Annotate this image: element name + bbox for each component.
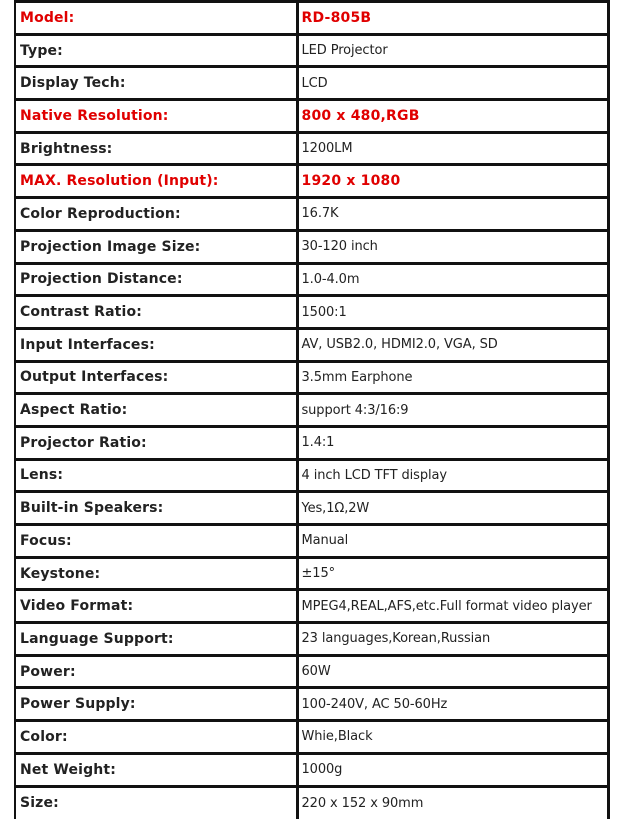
spec-label: Power: [15, 655, 297, 688]
spec-value: LED Projector [297, 34, 608, 67]
spec-row [15, 230, 608, 263]
spec-value: 1500:1 [297, 296, 608, 329]
spec-row [15, 198, 608, 231]
spec-label: Native Resolution: [15, 100, 297, 133]
spec-value: 16.7K [297, 198, 608, 231]
spec-row [15, 67, 608, 100]
spec-label: Type: [15, 34, 297, 67]
spec-row [15, 786, 608, 819]
spec-label: Projection Distance: [15, 263, 297, 296]
spec-label: Focus: [15, 525, 297, 558]
spec-value: 4 inch LCD TFT display [297, 459, 608, 492]
spec-row [15, 557, 608, 590]
spec-row [15, 34, 608, 67]
spec-label: Keystone: [15, 557, 297, 590]
spec-value: MPEG4,REAL,AFS,etc.Full format video player [297, 590, 608, 623]
spec-table-body [15, 2, 608, 819]
spec-row [15, 525, 608, 558]
spec-value: AV, USB2.0, HDMI2.0, VGA, SD [297, 328, 608, 361]
spec-value: RD-805B [297, 2, 608, 35]
spec-value: Yes,1Ω,2W [297, 492, 608, 525]
spec-table [14, 0, 610, 819]
spec-value: 1.4:1 [297, 426, 608, 459]
spec-value: 100-240V, AC 50-60Hz [297, 688, 608, 721]
spec-label: Power Supply: [15, 688, 297, 721]
spec-label: Brightness: [15, 132, 297, 165]
spec-row [15, 2, 608, 35]
spec-label: Projector Ratio: [15, 426, 297, 459]
spec-label: Model: [15, 2, 297, 35]
spec-label: Display Tech: [15, 67, 297, 100]
spec-value: support 4:3/16:9 [297, 394, 608, 427]
spec-value: 60W [297, 655, 608, 688]
spec-row [15, 165, 608, 198]
spec-label: Language Support: [15, 623, 297, 656]
spec-label: Video Format: [15, 590, 297, 623]
spec-label: Net Weight: [15, 753, 297, 786]
spec-label: Aspect Ratio: [15, 394, 297, 427]
spec-row [15, 688, 608, 721]
spec-label: MAX. Resolution (Input): [15, 165, 297, 198]
spec-label: Color Reproduction: [15, 198, 297, 231]
spec-label: Built-in Speakers: [15, 492, 297, 525]
spec-label: Output Interfaces: [15, 361, 297, 394]
spec-row [15, 132, 608, 165]
spec-value: 1920 x 1080 [297, 165, 608, 198]
spec-value: 220 x 152 x 90mm [301, 795, 424, 811]
spec-label: Projection Image Size: [15, 230, 297, 263]
spec-row [15, 426, 608, 459]
spec-row [15, 100, 608, 133]
spec-value: 800 x 480,RGB [297, 100, 608, 133]
spec-row [15, 623, 608, 656]
spec-row [15, 655, 608, 688]
spec-row [15, 361, 608, 394]
spec-row [15, 459, 608, 492]
spec-value: Manual [297, 525, 608, 558]
spec-row [15, 590, 608, 623]
spec-label: Color: [15, 721, 297, 754]
spec-value: Whie,Black [297, 721, 608, 754]
spec-value: 23 languages,Korean,Russian [297, 623, 608, 656]
spec-label: Lens: [15, 459, 297, 492]
spec-value: ±15° [297, 557, 608, 590]
spec-value: 1000g [297, 753, 608, 786]
spec-value: 1200LM [297, 132, 608, 165]
spec-label: Contrast Ratio: [15, 296, 297, 329]
spec-row [15, 753, 608, 786]
spec-row [15, 328, 608, 361]
spec-row [15, 296, 608, 329]
spec-value: LCD [297, 67, 608, 100]
spec-label: Input Interfaces: [15, 328, 297, 361]
spec-value: 3.5mm Earphone [297, 361, 608, 394]
spec-row [15, 492, 608, 525]
spec-value: 1.0-4.0m [297, 263, 608, 296]
spec-row [15, 394, 608, 427]
spec-row [15, 263, 608, 296]
spec-row [15, 721, 608, 754]
spec-label: Size: [15, 786, 297, 819]
spec-value: 30-120 inch [297, 230, 608, 263]
